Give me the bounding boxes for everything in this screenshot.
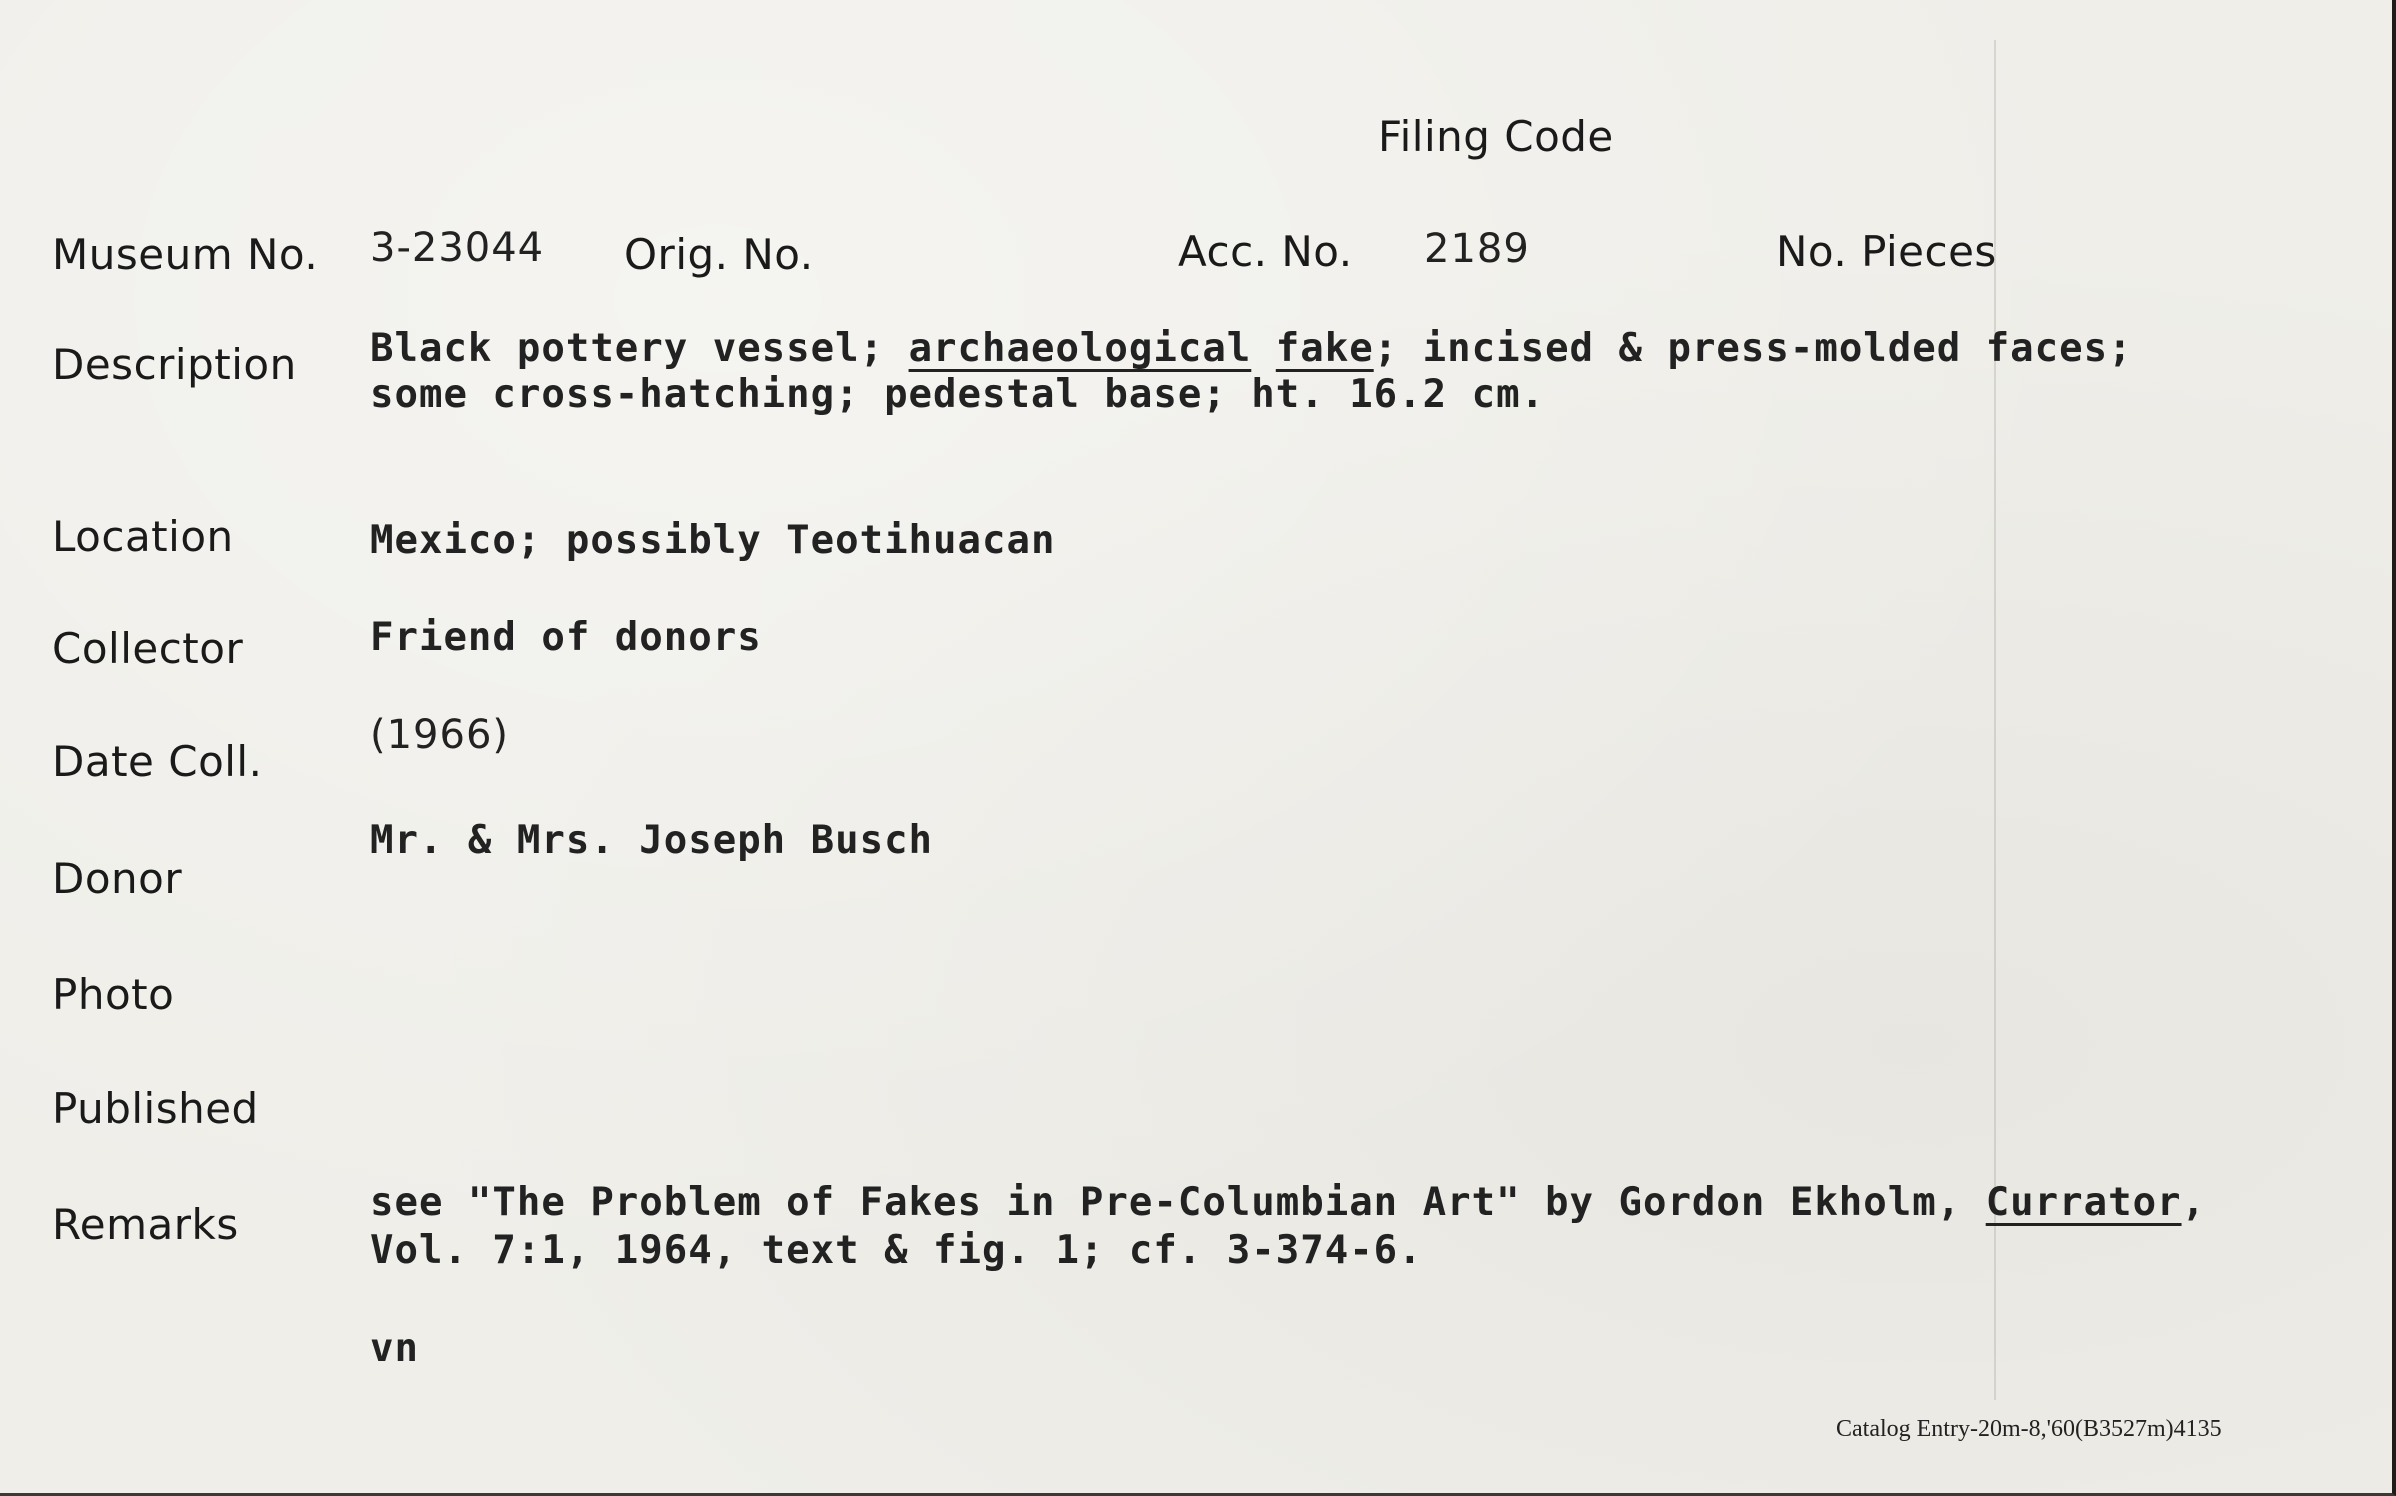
remarks-label: Remarks — [52, 1200, 239, 1249]
museum-no-value: 3-23044 — [370, 225, 545, 271]
date-coll-value: (1966) — [370, 712, 510, 758]
description-label: Description — [52, 340, 297, 389]
no-pieces-label: No. Pieces — [1776, 227, 1997, 276]
date-coll-label: Date Coll. — [52, 737, 263, 786]
description-text-a: Black pottery vessel; — [370, 326, 909, 371]
collector-value: Friend of donors — [370, 615, 762, 660]
location-label: Location — [52, 512, 234, 561]
description-underlined-fake: fake — [1275, 326, 1374, 371]
description-line-1 — [370, 326, 2133, 371]
museum-no-label: Museum No. — [52, 230, 319, 279]
catalog-entry-print-code: Catalog Entry-20m-8,'60(B3527m)4135 — [1836, 1416, 2222, 1442]
cataloger-initials: vn — [370, 1326, 419, 1371]
acc-no-value: 2189 — [1424, 226, 1530, 272]
remarks-text-a: see "The Problem of Fakes in Pre-Columbian Art" by Gordon Ekholm, — [370, 1180, 1986, 1225]
published-label: Published — [52, 1084, 259, 1133]
photo-label: Photo — [52, 970, 175, 1019]
remarks-line-2: Vol. 7:1, 1964, text & fig. 1; cf. 3-374-6. — [370, 1228, 1423, 1273]
orig-no-label: Orig. No. — [624, 230, 814, 279]
description-text-e: ; incised & press-molded faces; — [1373, 326, 2133, 371]
donor-value: Mr. & Mrs. Joseph Busch — [370, 818, 934, 863]
location-value: Mexico; possibly Teotihuacan — [370, 518, 1056, 563]
acc-no-label: Acc. No. — [1178, 227, 1353, 276]
description-line-2: some cross-hatching; pedestal base; ht. 16.2 cm. — [370, 372, 1546, 417]
collector-label: Collector — [52, 624, 244, 673]
description-underlined-archaeological: archaeological — [908, 326, 1252, 371]
remarks-underlined-currator: Currator — [1985, 1180, 2182, 1225]
description-text-c — [1251, 326, 1275, 371]
remarks-line-1 — [370, 1180, 2206, 1225]
filing-code-label: Filing Code — [1378, 112, 1614, 161]
donor-label: Donor — [52, 854, 183, 903]
remarks-text-c: , — [2181, 1180, 2207, 1225]
